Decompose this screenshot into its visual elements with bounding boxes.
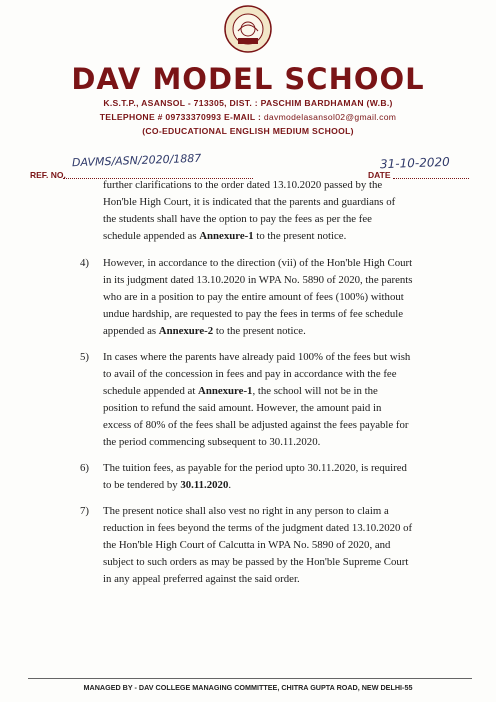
- ref-number: DAVMS/ASN/2020/1887: [71, 151, 202, 170]
- paragraph-line: In cases where the parents have already paid 100% of the fees but wish: [103, 351, 411, 363]
- text-run: schedule appended as: [103, 230, 200, 242]
- paragraph-line: [103, 385, 378, 398]
- paragraph-line: subject to such orders as may be passed by the Hon'ble Supreme Court: [103, 556, 409, 568]
- paragraph-line: position to refund the said amount. However, the amount paid in: [103, 402, 382, 414]
- footer-managed-by: MANAGED BY - DAV COLLEGE MANAGING COMMITTEE, CHITRA GUPTA ROAD, NEW DELHI-55: [83, 683, 413, 692]
- footer-divider: [28, 678, 472, 679]
- text-run: to the present notice.: [213, 325, 306, 337]
- paragraph-line: The present notice shall also vest no right in any person to claim a: [103, 505, 389, 517]
- school-emblem-logo: [224, 5, 272, 53]
- date-dotted-line: [393, 178, 469, 179]
- text-run: .: [228, 479, 232, 491]
- email-label: E-MAIL :: [224, 112, 262, 122]
- notice-date: 31-10-2020: [379, 154, 450, 172]
- paragraph-line: in any appeal preferred against the said order.: [103, 573, 300, 585]
- email-address: davmodelasansol02@gmail.com: [263, 112, 397, 122]
- item-number: 6): [80, 462, 89, 474]
- item-number: 7): [80, 505, 89, 517]
- paragraph-line: to avail of the concession in fees and pay in accordance with the fee: [103, 368, 397, 380]
- paragraph-line: undue hardship, are requested to pay the fees in terms of fee schedule: [103, 308, 404, 320]
- telephone: TELEPHONE # 09733370993: [99, 112, 222, 122]
- paragraph-line: who are in a position to pay the entire amount of fees (100%) without: [103, 291, 404, 303]
- paragraph-line: further clarifications to the order dated 13.10.2020 passed by the: [103, 179, 383, 191]
- item-number: 5): [80, 351, 89, 363]
- text-run: to the present notice.: [253, 230, 347, 242]
- paragraph-line: However, in accordance to the direction (vii) of the Hon'ble High Court: [103, 257, 413, 269]
- annexure-ref: Annexure-1: [198, 385, 253, 397]
- paragraph-line: the Hon'ble High Court of Calcutta in WPA No. 5890 of 2020, and: [103, 539, 391, 551]
- school-name: DAV MODEL SCHOOL: [71, 62, 425, 96]
- paragraph-line: the students shall have the option to pay the fees as per the fee: [103, 213, 372, 225]
- paragraph-line: Hon'ble High Court, it is indicated that the parents and guardians of: [103, 196, 396, 208]
- contact-line: [0, 112, 496, 122]
- text-run: , the school will not be in the: [252, 385, 378, 397]
- school-tagline: (CO-EDUCATIONAL ENGLISH MEDIUM SCHOOL): [142, 126, 354, 136]
- date-label: DATE: [368, 170, 391, 180]
- ref-label: REF. NO.: [30, 170, 66, 180]
- text-run: to be tendered by: [103, 479, 181, 491]
- paragraph-line: excess of 80% of the fees shall be adjusted against the fees payable for: [103, 419, 409, 431]
- annexure-ref: Annexure-2: [158, 325, 214, 337]
- school-address: K.S.T.P., ASANSOL - 713305, DIST. : PASCHIM BARDHAMAN (W.B.): [103, 98, 393, 108]
- annexure-ref: Annexure-1: [199, 230, 254, 242]
- paragraph-line: the period commencing subsequent to 30.11.2020.: [103, 436, 321, 448]
- paragraph-line: [103, 325, 306, 338]
- text-run: appended as: [103, 325, 159, 337]
- deadline-date: 30.11.2020: [180, 479, 229, 491]
- paragraph-line: [103, 230, 346, 243]
- paragraph-line: The tuition fees, as payable for the period upto 30.11.2020, is required: [103, 462, 407, 474]
- paragraph-line: in its judgment dated 13.10.2020 in WPA No. 5890 of 2020, the parents: [103, 274, 413, 286]
- paragraph-line: [103, 479, 231, 492]
- paragraph-line: reduction in fees beyond the terms of the judgment dated 13.10.2020 of: [103, 522, 413, 534]
- item-number: 4): [80, 257, 89, 269]
- text-run: schedule appended at: [103, 385, 199, 397]
